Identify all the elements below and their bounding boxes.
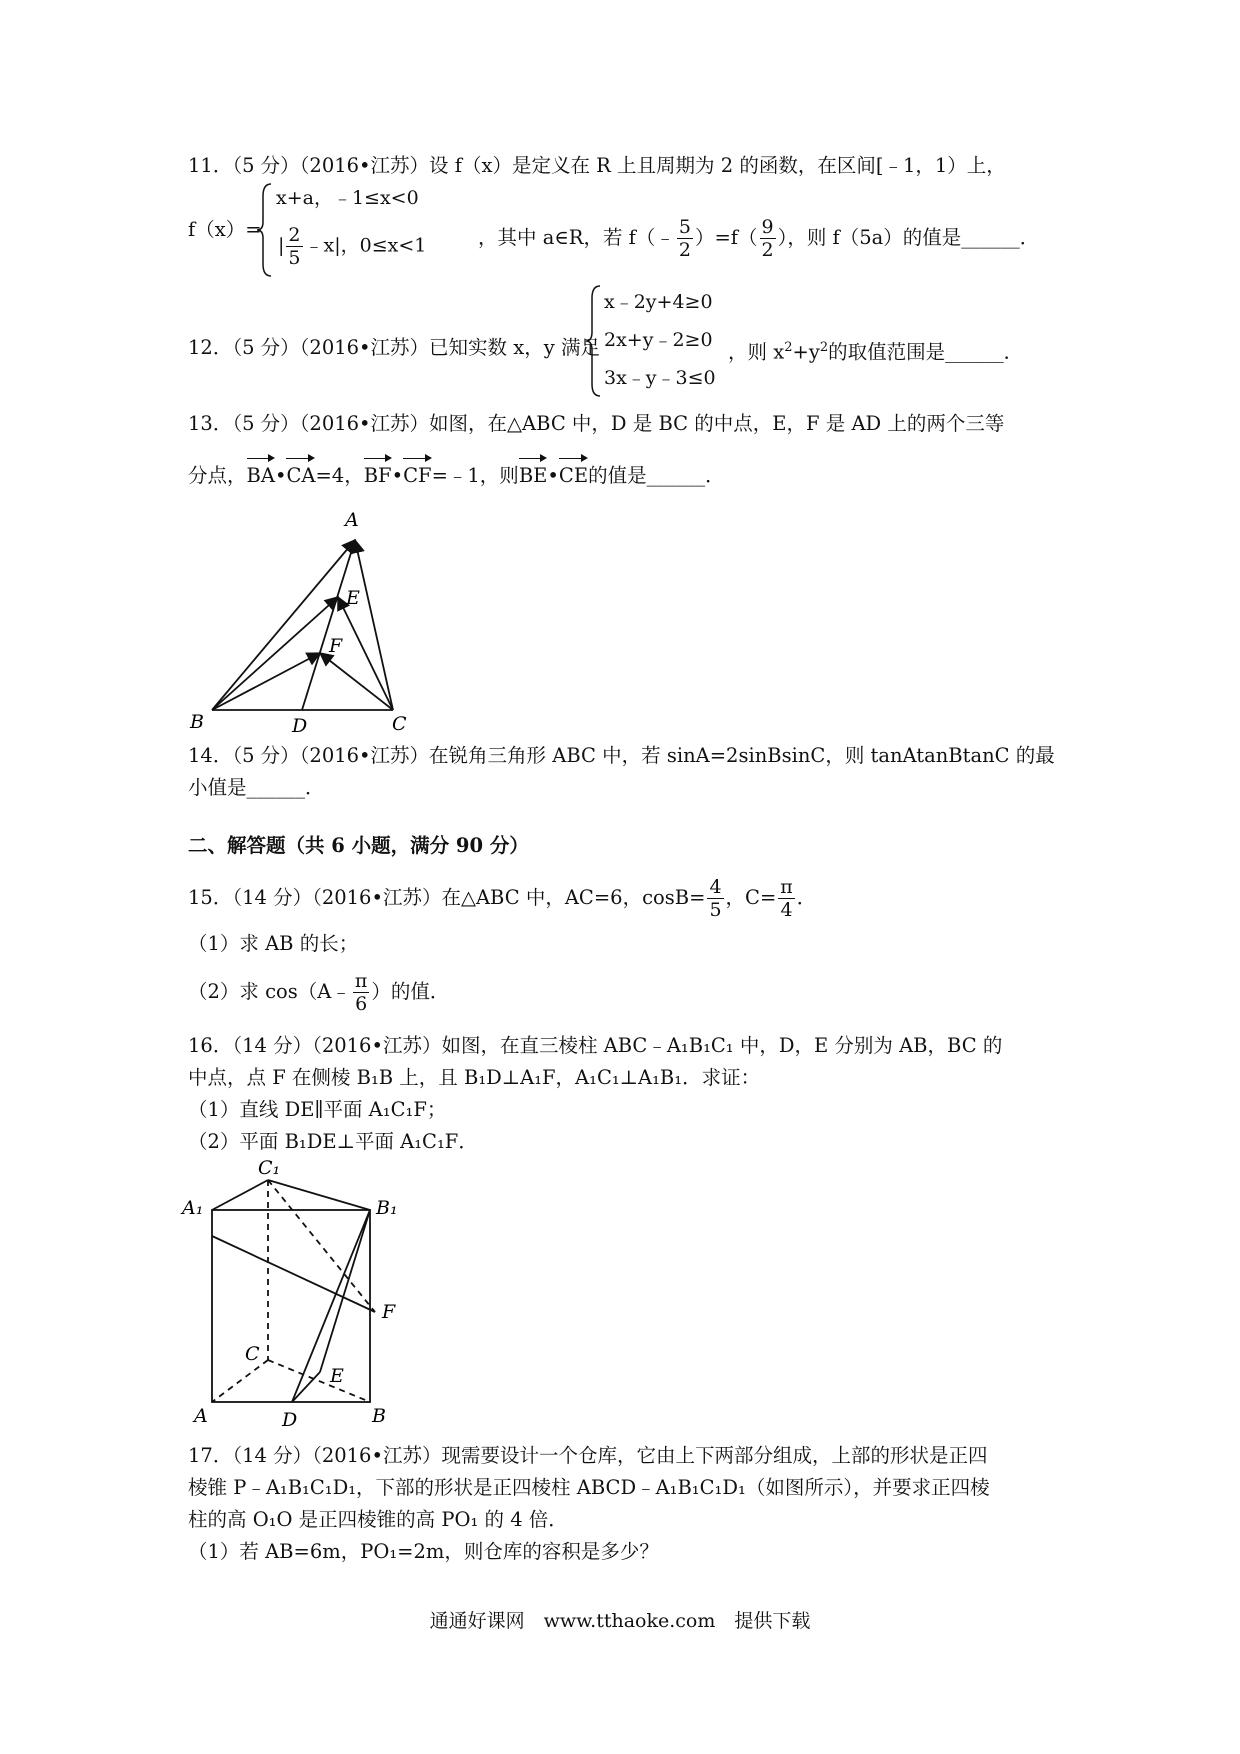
q12-suffix: ，则 $x^2+y^2$的取值范围是______． <box>728 340 1024 364</box>
q17-line2: 棱锥 P﹣A₁B₁C₁D₁，下部的形状是正四棱柱 ABCD﹣A₁B₁C₁D₁（如图所示），并要求正四棱 <box>188 1476 990 1499</box>
vec-BE: BE <box>519 462 548 490</box>
label-A: A <box>345 509 359 531</box>
label-F: F <box>382 1301 396 1323</box>
label-E: E <box>346 587 360 609</box>
q11-case2: | $\frac{2}{5}$ ﹣x|，0≤x<1 <box>278 224 427 269</box>
q16-part1: （1）直线 DE∥平面 A₁C₁F； <box>188 1098 447 1121</box>
q12-ineq1: x﹣2y+4≥0 <box>604 291 713 313</box>
label-B1: B₁ <box>376 1197 398 1219</box>
q11-intro: 11．（5 分）（2016•江苏）设 f（x）是定义在 R 上且周期为 2 的函数，在区间[﹣1，1）上， <box>188 154 1006 177</box>
q11-fx-label: f（x）= <box>188 218 262 241</box>
q17-line1: 17．（14 分）（2016•江苏）现需要设计一个仓库，它由上下两部分组成，上部的形状是正四 <box>188 1444 988 1467</box>
vector-BA <box>212 540 355 710</box>
segment-DA <box>302 540 355 710</box>
q15-statement: 15．（14 分）（2016•江苏）在△ABC 中，AC=6，cosB= $\frac{4}{5}$ ，C= $\frac{\pi}{4}$ ． <box>188 876 817 921</box>
vec-BF: BF <box>364 462 392 490</box>
edge-C1B1 <box>268 1180 370 1210</box>
label-A: A <box>194 1405 208 1427</box>
label-D: D <box>282 1409 298 1430</box>
q13-line2: 分点，BA•CA=4，BF•CF=﹣1，则BE•CE的值是______． <box>188 462 725 490</box>
q13-triangle-figure <box>180 500 440 735</box>
q16-part2: （2）平面 B₁DE⊥平面 A₁C₁F． <box>188 1130 478 1153</box>
vector-CE <box>338 597 393 710</box>
q15-part1: （1）求 AB 的长； <box>188 932 359 955</box>
q16-prism-figure <box>180 1160 420 1430</box>
vec-CF: CF <box>403 462 431 490</box>
q12-brace <box>584 284 604 398</box>
label-C: C <box>245 1343 260 1365</box>
label-E: E <box>330 1365 344 1387</box>
q16-line2: 中点，点 F 在侧棱 B₁B 上，且 B₁D⊥A₁F，A₁C₁⊥A₁B₁．求证： <box>188 1066 761 1089</box>
segment-B1E <box>320 1210 370 1372</box>
edge-CA <box>212 1360 268 1402</box>
vec-CE: CE <box>559 462 588 490</box>
q14-line1: 14．（5 分）（2016•江苏）在锐角三角形 ABC 中，若 sinA=2sinBsinC，则 tanAtanBtanC 的最 <box>188 744 1055 767</box>
vec-BA: BA <box>247 462 275 490</box>
q16-line1: 16．（14 分）（2016•江苏）如图，在直三棱柱 ABC﹣A₁B₁C₁ 中，D，E 分别为 AB，BC 的 <box>188 1034 1003 1057</box>
q11-case1: x+a，﹣1≤x<0 <box>276 187 419 209</box>
q17-line3: 柱的高 O₁O 是正四棱锥的高 PO₁ 的 4 倍． <box>188 1508 568 1531</box>
segment-DE <box>292 1372 320 1402</box>
footer-credit: 通通好课网 www.tthaoke.com 提供下载 <box>429 1610 811 1632</box>
q13-line1: 13．（5 分）（2016•江苏）如图，在△ABC 中，D 是 BC 的中点，E，F 是 AD 上的两个三等 <box>188 412 1005 435</box>
edge-CB <box>268 1360 370 1402</box>
label-C: C <box>392 713 407 735</box>
label-C1: C₁ <box>258 1160 281 1179</box>
q17-part1: （1）若 AB=6m，PO₁=2m，则仓库的容积是多少？ <box>188 1540 659 1563</box>
q12-ineq2: 2x+y﹣2≥0 <box>604 329 713 351</box>
label-D: D <box>292 715 308 735</box>
edge-A1C1 <box>212 1180 268 1210</box>
face-A-A1-B1-B <box>212 1210 370 1402</box>
q12-ineq3: 3x﹣y﹣3≤0 <box>604 367 716 389</box>
q15-part2: （2）求 cos（A﹣ $\frac{\pi}{6}$ ）的值． <box>188 970 450 1015</box>
q11-condition: ，其中 a∈R，若 f（﹣ $\frac{5}{2}$ ）=f（ $\frac{9}{2}$ ），则 f（5a）的值是______． <box>478 216 1040 261</box>
q12-prefix: 12．（5 分）（2016•江苏）已知实数 x，y 满足 <box>188 336 600 359</box>
section-2-heading: 二、解答题（共 6 小题，满分 90 分） <box>188 834 529 857</box>
label-B: B <box>190 711 204 733</box>
label-F: F <box>329 635 343 657</box>
label-B: B <box>372 1405 386 1427</box>
label-A1: A₁ <box>182 1197 204 1219</box>
q14-line2: 小值是______． <box>188 776 325 799</box>
q11-brace <box>255 182 275 278</box>
vec-CA: CA <box>286 462 315 490</box>
